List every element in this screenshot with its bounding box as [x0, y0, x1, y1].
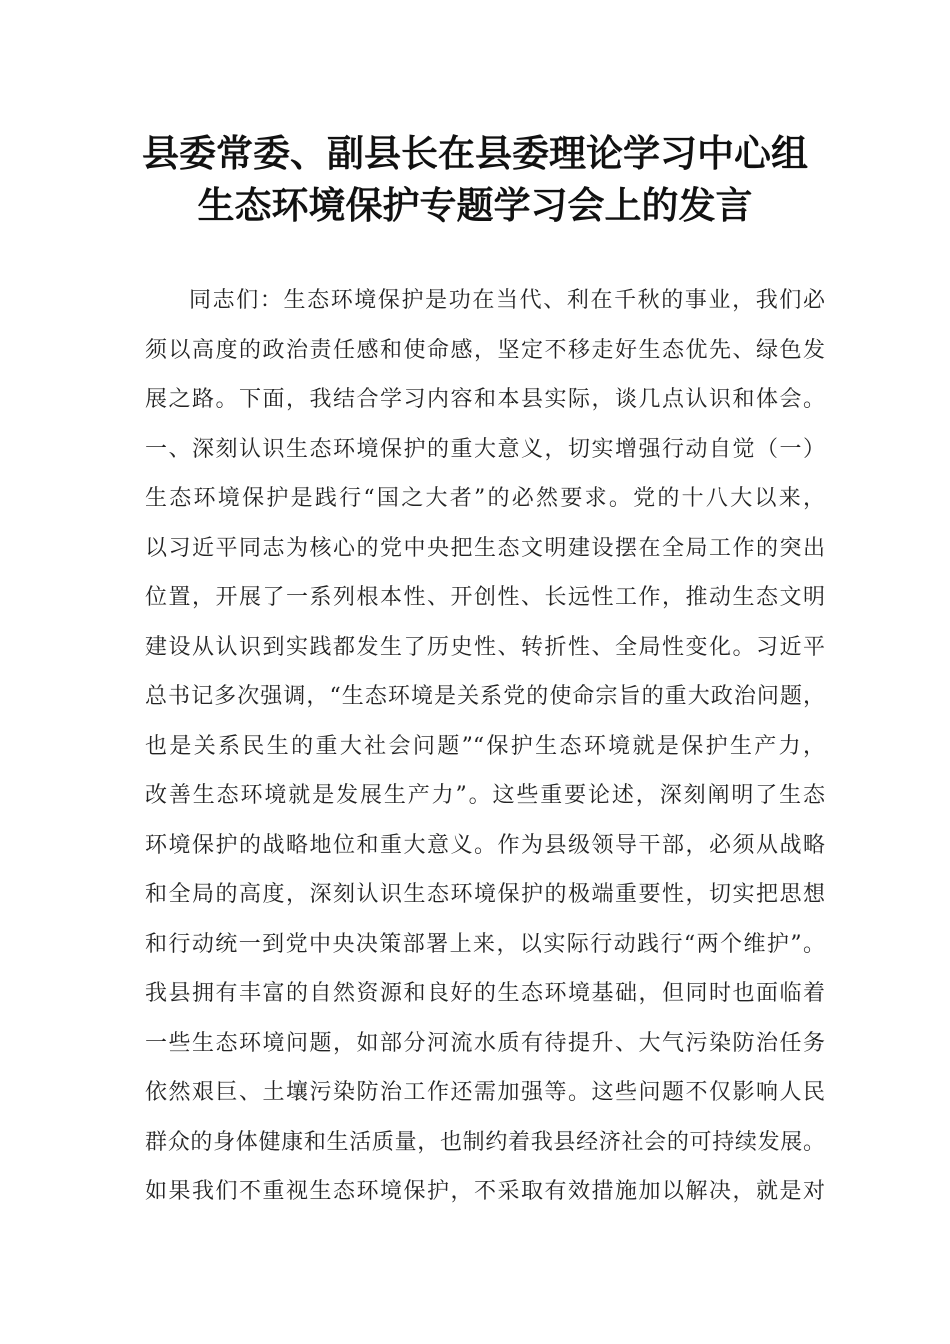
body-text-line: 同志们：生态环境保护是功在当代、利在千秋的事业，我们必 [189, 288, 825, 313]
body-text-line: 我县拥有丰富的自然资源和良好的生态环境基础，但同时也面临着 [145, 981, 825, 1006]
body-text-line: 和行动统一到党中央决策部署上来，以实际行动践行“两个维护”。 [145, 932, 825, 957]
body-text-line: 生态环境保护是践行“国之大者”的必然要求。党的十八大以来， [145, 486, 825, 511]
body-text-line: 如果我们不重视生态环境保护，不采取有效措施加以解决，就是对 [145, 1179, 825, 1204]
body-text-line: 和全局的高度，深刻认识生态环境保护的极端重要性，切实把思想 [145, 882, 825, 907]
body-text-line: 也是关系民生的重大社会问题”“保护生态环境就是保护生产力， [145, 734, 825, 759]
body-text-line: 总书记多次强调，“生态环境是关系党的使命宗旨的重大政治问题， [145, 684, 825, 709]
document-title-line-1: 县委常委、副县长在县委理论学习中心组 [142, 132, 808, 175]
body-text-line: 群众的身体健康和生活质量，也制约着我县经济社会的可持续发展。 [145, 1130, 825, 1155]
body-text-line: 环境保护的战略地位和重大意义。作为县级领导干部，必须从战略 [145, 833, 825, 858]
body-text-line: 依然艰巨、土壤污染防治工作还需加强等。这些问题不仅影响人民 [145, 1080, 825, 1105]
body-text-line: 以习近平同志为核心的党中央把生态文明建设摆在全局工作的突出 [145, 536, 825, 561]
body-text-line: 位置，开展了一系列根本性、开创性、长远性工作，推动生态文明 [145, 585, 825, 610]
body-text-line: 须以高度的政治责任感和使命感，坚定不移走好生态优先、绿色发 [145, 338, 825, 363]
body-text-line: 展之路。下面，我结合学习内容和本县实际，谈几点认识和体会。 [145, 387, 825, 412]
section-heading-line: 一、深刻认识生态环境保护的重大意义，切实增强行动自觉（一） [145, 437, 825, 462]
document-title-line-2: 生态环境保护专题学习会上的发言 [197, 184, 753, 227]
body-text-line: 一些生态环境问题，如部分河流水质有待提升、大气污染防治任务 [145, 1031, 825, 1056]
body-text-line: 改善生态环境就是发展生产力”。这些重要论述，深刻阐明了生态 [145, 783, 825, 808]
body-text-line: 建设从认识到实践都发生了历史性、转折性、全局性变化。习近平 [145, 635, 825, 660]
